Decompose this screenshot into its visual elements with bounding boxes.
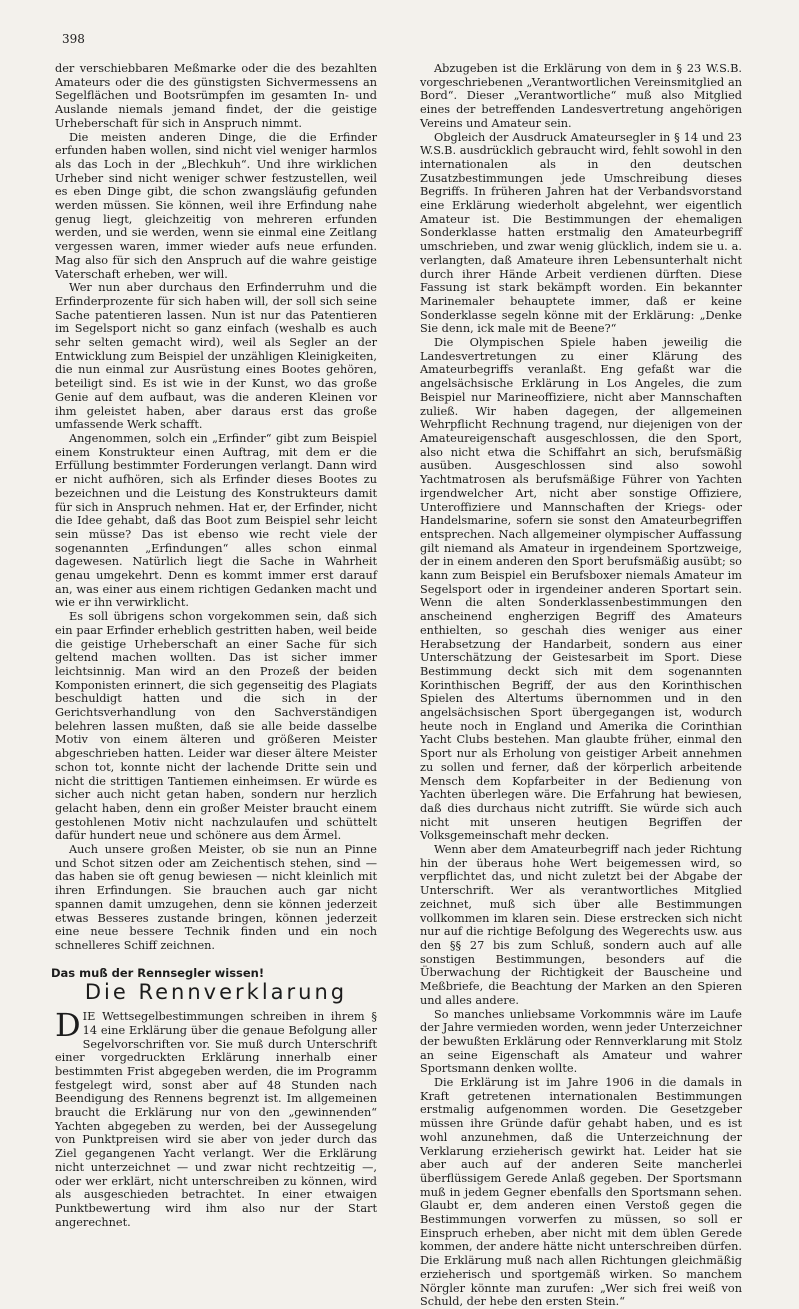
body-paragraph: Obgleich der Ausdruck Amateursegler in § 14 und 23 W.S.B. ausdrücklich gebraucht wird, fehlt sowohl in den internationalen als in den deutschen Zusatzbestimmungen jede Umschreibung dieses Begriffs. In früheren Jahren hat der Verbandsvorstand eine Erklärung wiederholt abgelehnt, wer eigentlich Amateur ist. Die Bestimmungen der ehemaligen Sonderklasse hatten erstmalig den Amateurbegriff umschrieben, und zwar wenig glücklich, indem sie u. a. verlangten, daß Amateure ihren Lebensunterhalt nicht durch ihrer Hände Arbeit verdienen dürften. Diese Fassung ist stark bekämpft worden. Ein bekannter Marinemaler behauptete immer, daß er keine Sonderklasse segeln könne mit der Erklärung: „Denke Sie denn, ick male mit de Beene?“ [420,130,742,336]
article-kicker: Das muß der Rennsegler wissen! [51,965,265,980]
body-paragraph: Auch unsere großen Meister, ob sie nun an Pinne und Schot sitzen oder am Zeichentisch stehen, sind — das haben sie oft genug bewiesen — nicht kleinlich mit ihren Erfindungen. Sie brauchen auch gar nicht spannen damit umzugehen, denn sie können jederzeit etwas Besseres zustande bringen, können jederzeit eine neue bessere Technik finden und ein noch schnelleres Schiff zeichnen. [55,843,377,952]
article-headline: Die Rennverklarung [84,980,348,1005]
body-paragraph: Die Olympischen Spiele haben jeweilig die Landesvertretungen zu einer Klärung des Amateurbegriffs veranlaßt. Eng gefaßt war die angelsächsische Erklärung in Los Angeles, die zum Beispiel nur Marineoffiziere, nicht aber Mannschaften zuließ. Wir haben dagegen, der allgemeinen Wehrpflicht Rechnung tragend, nur diejenigen von der Amateureigenschaft ausgeschlossen, die den Sport, also nicht etwa die Schiffahrt an sich, berufsmäßig ausüben. Ausgeschlossen sind also sowohl Yachtmatrosen als berufsmäßige Führer von Yachten irgendwelcher Art, nicht aber sonstige Offiziere, Unteroffiziere und Mannschaften der Kriegs- oder Handelsmarine, sofern sie sonst den Amateurbegriffen entsprechen. Nach allgemeiner olympischer Auffassung gilt niemand als Amateur in irgendeinem Sportzweige, der in einem anderen den Sport berufsmäßig ausübt; so kann zum Beispiel ein Berufsboxer niemals Amateur im Segelsport oder in irgendeiner anderen Sportart sein. Wenn die alten Sonderklassenbestimmungen den anscheinend engherzigen Begriff des Amateurs enthielten, so geschah dies weniger aus einer Herabsetzung der Handarbeit, sondern aus einer Unterschätzung der Geistesarbeit im Sport. Diese Bestimmung deckt sich mit dem sogenannten Korinthischen Begriff, der aus den Korinthischen Spielen des Altertums übernommen und in den angelsächsischen Sport übergegangen ist, wodurch heute noch in England und Amerika die Corinthian Yacht Clubs bestehen. Man glaubte früher, einmal den Sport nur als Erholung von geistiger Arbeit annehmen zu sollen und ferner, daß der körperlich arbeitende Mensch dem Kopfarbeiter in der Bedienung von Yachten überlegen wäre. Die Erfahrung hat bewiesen, daß dies durchaus nicht zutrifft. Sie würde sich auch nicht mit unseren heutigen Begriffen der Volksgemeinschaft mehr decken. [420,336,742,843]
body-paragraph: Abzugeben ist die Erklärung von dem in § 23 W.S.B. vorgeschriebenen „Verantwortlichen Vereinsmitglied an Bord“. Dieser „Verantwortliche“ muß also Mitglied eines der betreffenden Landesvertretung angehörigen Vereins und Amateur sein. [420,62,742,130]
right-column [420,62,742,1309]
body-paragraph: Es soll übrigens schon vorgekommen sein, daß sich ein paar Erfinder erheblich gestritten haben, weil beide die geistige Urheberschaft an einer Sache für sich geltend machen wollten. Das ist sicher immer leichtsinnig. Man wird an den Prozeß der beiden Komponisten erinnert, die sich gegenseitig des Plagiats beschuldigt hatten und die sich in der Gerichtsverhandlung von den Sachverständigen belehren lassen mußten, daß sie alle beide dasselbe Motiv von einem älteren und größeren Meister abgeschrieben hatten. Leider war dieser ältere Meister schon tot, konnte nicht der lachende Dritte sein und nicht die strittigen Tantiemen einheimsen. Er würde es sicher auch nicht getan haben, sondern nur herzlich gelacht haben, denn ein großer Meister braucht einem gestohlenen Motiv nicht nachzulaufen und schüttelt dafür hundert neue und schönere aus dem Ärmel. [55,610,377,843]
left-column [51,62,377,1229]
body-paragraph: der verschiebbaren Meßmarke oder die des bezahlten Amateurs oder die des günstigsten Sichvermessens an Segelflächen und Bootsrümpfen im gesamten In- und Auslande niemals jemand findet, der die geistige Urheberschaft für sich in Anspruch nimmt. [55,62,377,130]
body-paragraph: Angenommen, solch ein „Erfinder“ gibt zum Beispiel einem Konstrukteur einen Auftrag, mit dem er die Erfüllung bestimmter Forderungen verlangt. Dann wird er nicht aufhören, sich als Erfinder dieses Bootes zu bezeichnen und die Leistung des Konstrukteurs damit für sich in Anspruch nehmen. Hat er, der Erfinder, nicht die Idee gehabt, daß das Boot zum Beispiel sehr leicht sein müsse? Das ist ebenso wie recht viele der sogenannten „Erfindungen“ alles schon einmal dagewesen. Natürlich liegt die Sache in Wahrheit genau umgekehrt. Denn es kommt immer erst darauf an, was einer aus einem richtigen Gedanken macht und wie er ihn verwirklicht. [55,431,377,610]
body-paragraph: So manches unliebsame Vorkommnis wäre im Laufe der Jahre vermieden worden, wenn jeder Unterzeichner der bewußten Erklärung oder Rennverklarung mit Stolz an seine Eigenschaft als Amateur und wahrer Sportsmann denken wollte. [420,1007,743,1076]
article-lead-paragraph [55,1006,377,1229]
drop-cap: D [55,1006,81,1045]
page-number: 398 [62,32,85,46]
body-paragraph: Wer nun aber durchaus den Erfinderruhm und die Erfinderprozente für sich haben will, der soll sich seine Sache patentieren lassen. Nun ist nur das Patentieren im Segelsport nicht so ganz einfach (weshalb es auch sehr selten gemacht wird), weil als Segler an der Entwicklung zum Beispiel der unzähligen Kleinigkeiten, die nun einmal zur Ausrüstung eines Bootes gehören, beteiligt sind. Es ist wie in der Kunst, wo das große Genie auf dem aufbaut, was die anderen Kleinen vor ihm geleistet haben, aber daraus erst das große umfassende Werk schafft. [55,281,377,432]
article-lead-text: IE Wettsegelbestimmungen schreiben in ihrem § 14 eine Erklärung über die genaue Befolgung aller Segelvorschriften vor. Sie muß durch Unterschrift einer vorgedruckten Erklärung innerhalb einer bestimmten Frist abgegeben werden, die im Programm festgelegt wird, sonst aber auf 48 Stunden nach Beendigung des Rennens begrenzt ist. Im allgemeinen braucht die Erklärung nur von den „gewinnenden“ Yachten abgegeben zu werden, bei der Aussegelung von Punktpreisen wird sie aber von jeder durch das Ziel gegangenen Yacht verlangt. Wer die Erklärung nicht unterzeichnet — und zwar nicht rechtzeitig —, oder wer erklärt, nicht unterschreiben zu können, wird als ausgeschieden betrachtet. In einer etwaigen Punktbewertung wird ihm also nur der Start angerechnet. [55,1010,377,1229]
body-paragraph: Die Erklärung ist im Jahre 1906 in die damals in Kraft getretenen internationalen Bestimmungen erstmalig aufgenommen worden. Die Gesetzgeber müssen ihre Gründe dafür gehabt haben, und es ist wohl anzunehmen, daß die Unterzeichnung der Verklarung erzieherisch gewirkt hat. Leider hat sie aber auch auf der anderen Seite mancherlei überflüssigem Gerede Anlaß gegeben. Der Sportsmann muß in jedem Gegner ebenfalls den Sportsmann sehen. Glaubt er, dem anderen einen Verstoß gegen die Bestimmungen vorwerfen zu müssen, so soll er Einspruch erheben, aber nicht mit dem üblen Gerede kommen, der andere hätte nicht unterschreiben dürfen. Die Erklärung muß nach allen Richtungen gleichmäßig erzieherisch und sportgemäß wirken. So manchem Nörgler könnte man zurufen: „Wer sich frei weiß von Schuld, der hebe den ersten Stein.“ [420,1076,742,1309]
body-paragraph: Wenn aber dem Amateurbegriff nach jeder Richtung hin der überaus hohe Wert beigemessen wird, so verpflichtet das, und nicht zuletzt bei der Abgabe der Unterschrift. Wer als verantwortliches Mitglied zeichnet, muß sich über alle Bestimmungen vollkommen im klaren sein. Diese erstrecken sich nicht nur auf die richtige Befolgung des Wegerechts usw. aus den §§ 27 bis zum Schluß, sondern auch auf alle sonstigen Bestimmungen, besonders auf die Überwachung der Richtigkeit der Bauscheine und Meßbriefe, die Beachtung der Marken an den Spieren und alles andere. [420,843,742,1007]
body-paragraph: Die meisten anderen Dinge, die die Erfinder erfunden haben wollen, sind nicht viel weniger harmlos als das Loch in der „Blechkuh“. Und ihre wirklichen Urheber sind nicht weniger schwer festzustellen, weil es eben Dinge gibt, die schon zwangsläufig gefunden werden müssen. Sie können, weil ihre Erfindung nahe genug liegt, gleichzeitig von mehreren erfunden werden, und sie werden, wenn sie einmal eine Zeitlang vergessen waren, immer wieder aufs neue erfunden. Mag also für sich den Anspruch auf die wahre geistige Vaterschaft erheben, wer will. [55,130,377,281]
